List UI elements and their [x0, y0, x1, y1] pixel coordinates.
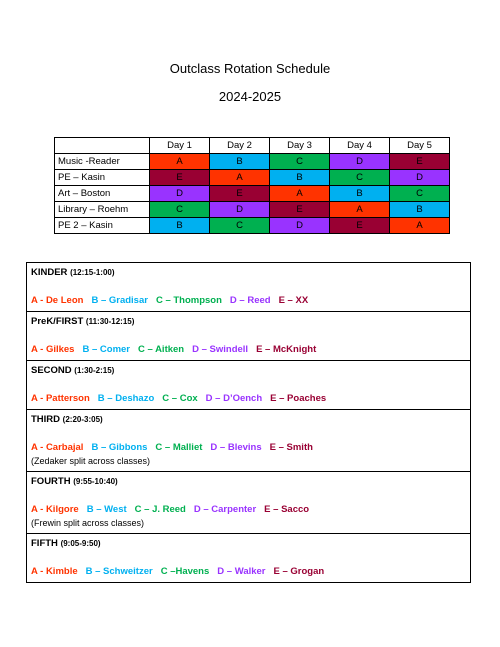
table-row — [55, 186, 450, 202]
teacher-c: C – Cox — [162, 393, 198, 404]
grade-name: THIRD — [31, 414, 61, 425]
rotation-cell: B — [390, 202, 450, 218]
class-label: PE 2 – Kasin — [55, 218, 150, 234]
teacher-list — [31, 564, 466, 579]
teacher-list — [31, 391, 466, 406]
rotation-cell: B — [210, 154, 270, 170]
day-header: Day 1 — [150, 138, 210, 154]
rotation-cell: B — [270, 170, 330, 186]
rotation-cell: B — [330, 186, 390, 202]
teacher-list — [31, 293, 466, 308]
teacher-list — [31, 440, 466, 455]
teacher-a: A - Patterson — [31, 393, 90, 404]
grade-time: (1:30-2:15) — [74, 366, 115, 375]
day-header: Day 3 — [270, 138, 330, 154]
class-label: PE – Kasin — [55, 170, 150, 186]
rotation-cell: C — [330, 170, 390, 186]
day-header: Day 4 — [330, 138, 390, 154]
page-title: Outclass Rotation Schedule — [169, 61, 331, 76]
grade-name: KINDER — [31, 267, 68, 278]
teacher-d: D – Swindell — [192, 344, 249, 355]
teacher-e: E – Poaches — [270, 393, 327, 404]
grade-time: (2:20-3:05) — [62, 415, 103, 424]
rotation-cell: D — [390, 170, 450, 186]
grade-section — [27, 472, 470, 534]
class-label: Library – Roehm — [55, 202, 150, 218]
rotation-cell: B — [150, 218, 210, 234]
grade-time: (11:30-12:15) — [85, 317, 135, 326]
grade-heading — [31, 314, 466, 329]
rotation-cell: C — [270, 154, 330, 170]
teacher-d: D – D’Oench — [205, 393, 263, 404]
teacher-e: E – McKnight — [256, 344, 317, 355]
day-header: Day 5 — [390, 138, 450, 154]
grade-time: (9:55-10:40) — [73, 477, 118, 486]
teacher-c: C – Aitken — [138, 344, 185, 355]
table-row — [55, 154, 450, 170]
grade-heading — [31, 474, 466, 489]
rotation-cell: E — [150, 170, 210, 186]
rotation-cell: E — [390, 154, 450, 170]
grade-name: SECOND — [31, 365, 72, 376]
rotation-cell: C — [150, 202, 210, 218]
class-label: Art – Boston — [55, 186, 150, 202]
grade-section — [27, 361, 470, 410]
rotation-cell: A — [390, 218, 450, 234]
table-row — [55, 218, 450, 234]
grade-section — [27, 410, 470, 472]
teacher-a: A - De Leon — [31, 295, 84, 306]
teacher-a: A - Gilkes — [31, 344, 75, 355]
grade-time: (9:05-9:50) — [60, 539, 101, 548]
grade-heading — [31, 363, 466, 378]
teacher-e: E – Grogan — [273, 566, 325, 577]
rotation-cell: D — [270, 218, 330, 234]
rotation-cell: E — [210, 186, 270, 202]
grade-name: PreK/FIRST — [31, 316, 84, 327]
day-header: Day 2 — [210, 138, 270, 154]
teacher-b: B – Schweitzer — [85, 566, 153, 577]
teacher-a: A - Kimble — [31, 566, 78, 577]
rotation-cell: C — [210, 218, 270, 234]
teacher-list — [31, 502, 466, 517]
grade-heading — [31, 536, 466, 551]
teacher-b: B – Gibbons — [91, 442, 148, 453]
teacher-d: D – Blevins — [210, 442, 262, 453]
rotation-cell: C — [390, 186, 450, 202]
teacher-b: B – Deshazo — [97, 393, 155, 404]
school-year: 2024-2025 — [218, 89, 282, 104]
rotation-cell: D — [150, 186, 210, 202]
teacher-c: C –Havens — [160, 566, 210, 577]
grade-section — [27, 534, 470, 582]
teacher-e: E – Smith — [269, 442, 313, 453]
teacher-c: C – Thompson — [155, 295, 222, 306]
corner-cell — [55, 138, 150, 154]
grade-heading — [31, 412, 466, 427]
class-label: Music -Reader — [55, 154, 150, 170]
grade-section — [27, 312, 470, 361]
teacher-b: B – West — [86, 504, 127, 515]
teacher-e: E – XX — [278, 295, 309, 306]
grade-heading — [31, 265, 466, 280]
rotation-cell: A — [210, 170, 270, 186]
rotation-cell: A — [150, 154, 210, 170]
teacher-d: D – Carpenter — [193, 504, 257, 515]
table-row — [55, 202, 450, 218]
rotation-cell: A — [330, 202, 390, 218]
rotation-table — [54, 137, 450, 234]
rotation-cell: D — [330, 154, 390, 170]
rotation-cell: A — [270, 186, 330, 202]
table-row — [55, 170, 450, 186]
teacher-b: B – Comer — [82, 344, 130, 355]
rotation-cell: E — [330, 218, 390, 234]
grade-schedule-list — [26, 262, 471, 583]
grade-note: (Frewin split across classes) — [31, 518, 145, 528]
table-header-row — [55, 138, 450, 154]
grade-name: FIFTH — [31, 538, 58, 549]
teacher-e: E – Sacco — [264, 504, 310, 515]
teacher-b: B – Gradisar — [91, 295, 148, 306]
rotation-cell: E — [270, 202, 330, 218]
teacher-d: D – Reed — [229, 295, 271, 306]
grade-section — [27, 263, 470, 312]
teacher-c: C – Malliet — [155, 442, 203, 453]
teacher-c: C – J. Reed — [134, 504, 186, 515]
grade-note: (Zedaker split across classes) — [31, 456, 151, 466]
teacher-list — [31, 342, 466, 357]
teacher-a: A - Kilgore — [31, 504, 79, 515]
teacher-d: D – Walker — [217, 566, 266, 577]
grade-name: FOURTH — [31, 476, 71, 487]
rotation-cell: D — [210, 202, 270, 218]
grade-time: (12:15-1:00) — [70, 268, 115, 277]
teacher-a: A - Carbajal — [31, 442, 84, 453]
